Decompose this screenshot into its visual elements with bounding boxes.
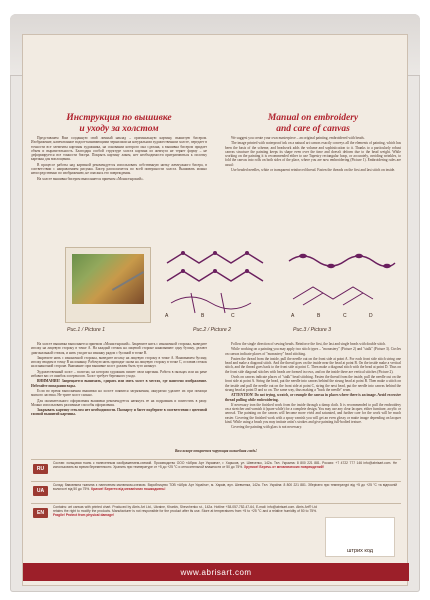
picture-1-hoop-illustration	[65, 247, 151, 323]
picture-3-stalk-stitch-diagram	[283, 243, 401, 325]
illustrations	[31, 239, 401, 339]
footer-bar	[23, 563, 409, 581]
en-paragraph: Use beaded needles, white or transparent reinforced thread. Fasten the threads on the first and last stitch on inside.	[231, 168, 396, 173]
legal-warning-ru: Хрупкое! Беречь от механических повреждений!	[243, 464, 324, 469]
flag-en-badge: EN	[33, 508, 48, 518]
legal-row-ua	[31, 481, 401, 503]
legal-text-ru-body: Состав: холщовая ткань с нанесенным изображением-схемой. Производство ООО «Абрис Арт Украина», г. Харьков, ул. Шевченко, 142а. Тел. Украина: 8 800 221 881. Россия: +7 4722 777 146 info@abrisart.com. Не использовать во время беременности. Хранить при температуре от +5 до +25 °C и относительной влажности от 50 до 75%.	[53, 461, 397, 469]
en-paragraph: We suggest you create your own masterpiece – an original painting, embroidered with beads.	[231, 136, 365, 140]
en-paragraph: Fasten the thread from the inside, pull the needle out on the front side at point A. For each front side stitch string one bead and make a diagonal stitch. And the thread goes on the inside near the bead at point B. On the inside make a vertical stitch, and the thread goes back to the front side at point C. Then make a diagonal stitch with the bead at point D. Thus on the front side diagonal stitches with beads are formed in rows, and on the inside there are vertical stitches (Picture 2).	[225, 356, 401, 374]
en-paragraph: While working on a painting you may apply two stitch types – "monastery" (Picture 2) and "stalk" (Picture 3). Circles on canvas indicate places of "monastery" bead stitching.	[225, 347, 401, 356]
english-title-line2: and care of canvas	[276, 124, 350, 134]
legal-info-block	[31, 459, 401, 525]
english-column-lower	[225, 341, 401, 430]
en-paragraph: The image printed with waterproof ink on a natural art canvas exactly conveys all the elements of painting, which has been the basis of the scheme, and beadwork adds the volume and sophistication to it. Thanks to a particularly robust canvas structure the painting keeps its shape even over the time and doesn't deform due to the bead weight. While working on the painting it is recommended either to use Tapestry rectangular hoop, or accurately, avoiding wrinkles, to fold the canvas into rolls on both sides of the place, where you are now embroidering (Picture 1). Embroidering rules are usual:	[225, 141, 401, 167]
plastic-bag	[10, 14, 420, 592]
flag-ru-badge: RU	[33, 464, 48, 474]
russian-title-line1: Инструкция по вышивке	[66, 113, 172, 123]
ru-paragraph: На холсте вышивка выполняется приемом «Монастырский». Закрепите нить с изнаночной стороны, выведите иголку на лицевую сторону в точке А. На каждый стежок на лицевой стороне нанизывают одну бусину, делают диагональный стежок, и нить уходит на изнанку рядом с бусиной в точке В.	[31, 342, 207, 355]
stitch-label-b: B	[317, 313, 321, 319]
legal-text-ua	[53, 482, 401, 492]
russian-title	[31, 113, 207, 135]
legal-text-en	[53, 504, 321, 518]
stitch-label-a: A	[291, 313, 295, 319]
ru-paragraph: На холсте вышивка бисером выполняется приемом «Монастырский».	[37, 176, 144, 181]
legal-text-en-body: Contains: art canvas with printed chart. Produced by Abris Art Ltd., Ukraine, Kharkiv, Shevchenko st., 142a. Hotline +38-057-752-47-64, E-mail: info@abrisart.com. Abris Art® Ltd retains the right to modify the products. Manufacturer is not responsible for the product after its use. Store at temperatures from +5 to +25 °C and a relative humidity of 50 to 75%.	[53, 505, 317, 513]
ru-paragraph: Для окончательного оформления вышивки рекомендуется натянуть ее на подрамник и поместить в раму. Можно использовать различные способы оформления.	[31, 398, 207, 407]
stitch-label-c: C	[343, 313, 347, 319]
ru-paragraph: Если во время выполнения вышивки на холсте появятся загрязнения, аккуратно удалите их при помощи мягкого ластика. Не трите холст сильно.	[31, 388, 207, 398]
sheet-content	[31, 113, 399, 581]
english-column	[225, 113, 401, 172]
footer-website-link[interactable]: www.abrisart.com	[180, 567, 252, 577]
legal-text-ru	[53, 460, 401, 470]
stitch-label-a: A	[165, 313, 169, 319]
picture-1-caption: Рис.1 / Picture 1	[67, 327, 106, 333]
ru-paragraph: Художественный холст – полотно, на котором художник пишет свои картины. Работа в пяльцах или на раме избавит вас от ошибок и перекосов. Холст требует бережного ухода.	[31, 369, 207, 379]
en-paragraph: Ovals on canvas indicate places of "stalk" bead stitching. Fasten the thread from the inside, pull the needle out on the front side at point A. String the bead, put the needle into canvas behind the strung bead at point B. Then make a stitch on the inside and pull the needle out on the front side at point C, string the next bead, put the needle into canvas behind the strung bead at point D and so on. The same way, thus making a "back the needle" seam.	[225, 375, 401, 392]
russian-column	[31, 113, 207, 181]
en-paragraph: If necessary iron the finished work from the inside through a damp cloth. It is recommended to pull the embroidery on a stretcher and varnish it (spare while) for a complete design. You may use any clear lacquer, either furniture, acrylic or aerosol. The painting on the canvas will become more vivid and saturated, and further care for the work will be much easier. Covering the finished work with a spray varnish you will get an even glossy or matte image depending on lacquer kind. While using a brush you may imitate artist's strokes and give painting full-bodied texture.	[225, 402, 401, 425]
closing-notice: Вам вскоре откроется чарующая волшебная гладь!	[174, 449, 258, 453]
stitch-label-c: C	[231, 313, 235, 319]
barcode-label: штрих код	[347, 548, 373, 554]
en-paragraph: Follow the single direction of sewing beads. Reinforce the first, the last and single beads with double stitch.	[231, 342, 386, 346]
ru-attention-paragraph: ВНИМАНИЕ! Запрещается вынимать, сдирать или мять холст в местах, где нанесено изображение. Избегайте попадания воды.	[31, 379, 207, 388]
legal-warning-en: Fragile! Protect from physical damage!	[53, 512, 115, 517]
flag-ua-badge: UA	[33, 486, 48, 496]
ru-paragraph: Закрепите нить с изнаночной стороны, выведите иголку на лицевую сторону в точке А. Нанизываем бусину, иголку вводим в точку В на изнанку. Рабочую нить проводят снова на лицевую сторону в точке С, оставив стежок на изнаночной стороне. Внимание: при вышивке холст должен быть туго натянут.	[31, 355, 207, 369]
en-attention-paragraph: ATTENTION! Do not trying, scratch, or crumple the canvas in places where there is an image. Avoid excessive thread pulling while embroidering.	[225, 393, 401, 402]
stitch-label-b: B	[201, 313, 205, 319]
barcode-area	[325, 517, 395, 557]
russian-title-line2: и уходу за холстом	[79, 124, 159, 134]
legal-row-ru	[31, 459, 401, 481]
en-paragraph: Covering the painting with glass is not necessary.	[231, 425, 303, 430]
english-title-line1: Manual on embroidery	[267, 113, 359, 123]
english-title	[225, 113, 401, 135]
ru-closing-paragraph: Закрывать картину стеклом нет необходимости. Паспарту и багет подберите в соответствии с цветовой гаммой вышитой картины.	[31, 408, 207, 417]
picture-3-caption: Рис.3 / Picture 3	[293, 327, 332, 333]
russian-column-lower	[31, 341, 207, 417]
instruction-sheet	[22, 34, 408, 586]
picture-2-monastery-stitch-diagram	[161, 243, 281, 325]
ru-paragraph: Представляем Вам созданную свой личный наклад – оригинальную картину, вышитую бисером. Изображение, напечатанное водоотталкивающими чернилами на натуральном художественном холсте, передает в точности все элементы картины художника, на основании которого она сделана, а вышивка бисером придает объем и выразительность. Благодаря особой структуре холста картина из жемчуга не теряет форму – не деформируется все тонкости бисера. Покрыть картину лаком, нет необходимости притрагиваться к полотну картины для воплощения.	[31, 136, 207, 162]
stitch-label-d: D	[369, 313, 373, 319]
legal-warning-ua: Крихке! Берегти від механічних пошкоджень!	[91, 486, 166, 491]
legal-text-ua-body: Склад: бавовняна тканина з нанесеним малюнком-схемою. Виробництво ТОВ «Абріс Арт Україна», м. Харків, вул. Шевченка, 142а. Тел. Україна: 8 800 221 881. Зберігати при температурі від +5 до +25 °C та відносній вологості від 50 до 75%.	[53, 483, 397, 491]
picture-2-caption: Рис.2 / Picture 2	[193, 327, 232, 333]
ru-paragraph: В процессе работы над картиной рекомендуется использовать собственную нитку жемчужного бисера, в соответствии с направлением рисунка. Бисер располагается по всей поверхности холста. Вышивать можно непосредственно по изображению, не опасаясь его повреждения.	[31, 162, 207, 176]
